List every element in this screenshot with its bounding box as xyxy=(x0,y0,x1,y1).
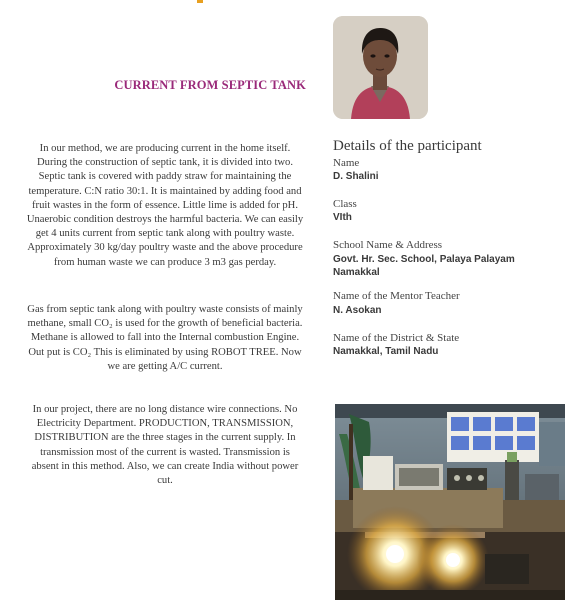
school-label: School Name & Address xyxy=(333,239,443,251)
mentor-value: N. Asokan xyxy=(333,305,382,316)
name-value: D. Shalini xyxy=(333,171,379,182)
article-paragraph-3: In our project, there are no long distance wire connections. No Electricity Department. PRODUCTION, TRANSMISSION, DISTRIBUTION are the three stages in the current supply. In transmission most of the current is wasted. Transmission is absent in this method. Also, we can create India without power cut. xyxy=(31,404,299,487)
top-accent-mark xyxy=(197,0,203,3)
name-label: Name xyxy=(333,157,360,169)
participant-details-heading: Details of the participant xyxy=(333,138,482,154)
class-label: Class xyxy=(333,198,357,210)
district-value: Namakkal, Tamil Nadu xyxy=(333,346,439,357)
project-photo xyxy=(335,404,565,600)
school-value: Govt. Hr. Sec. School, Palaya Palayam Namakkal xyxy=(333,254,515,278)
district-label: Name of the District & State xyxy=(333,332,460,344)
article-title: CURRENT FROM SEPTIC TANK xyxy=(114,78,306,92)
article-paragraph-1: In our method, we are producing current in the home itself. During the construction of septic tank, it is divided into two. Septic tank is covered with paddy straw for maintaining the temperature. C:N ratio 30:1. It is maintained by adding food and fruit wastes in the form of essence. Little lime is added for pH. Unaerobic condition destroys the harmful bacteria. We can easily get 4 units current from septic tank along with poultry waste. Approximately 30 kg/day poultry waste and the above procedure from human waste we can produce 3 m3 gas perday. xyxy=(26,143,304,268)
participant-photo xyxy=(333,16,428,119)
mentor-label: Name of the Mentor Teacher xyxy=(333,290,460,302)
class-value: VIth xyxy=(333,212,352,223)
article-paragraph-2: Gas from septic tank along with poultry waste consists of mainly methane, small CO₂ is used for the growth of beneficial bacteria. Methane is allowed to fall into the Internal combustion Engine. Out put is CO₂ This is eliminated by using ROBOT TREE. Now we are getting A/C current. xyxy=(27,304,303,372)
